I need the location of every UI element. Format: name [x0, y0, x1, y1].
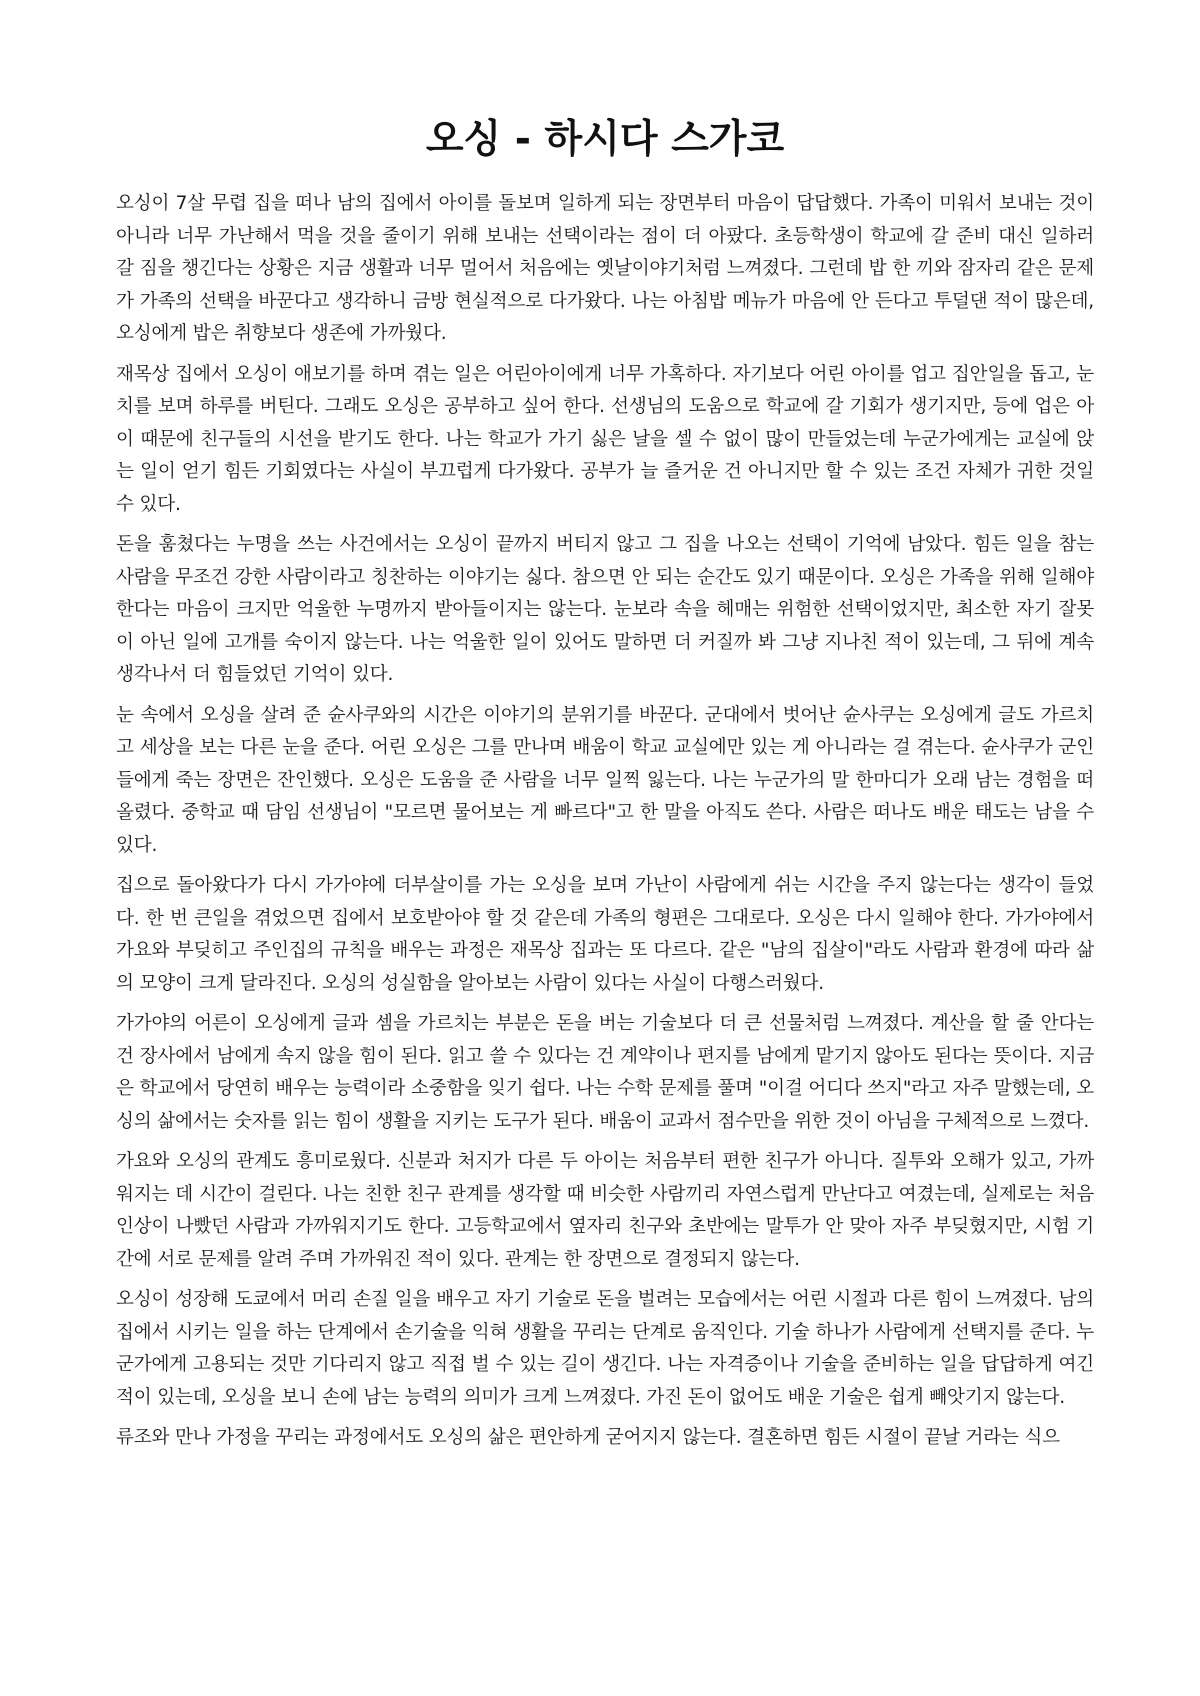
paragraph: 가요와 오싱의 관계도 흥미로웠다. 신분과 처지가 다른 두 아이는 처음부터 편한 친구가 아니다. 질투와 오해가 있고, 가까워지는 데 시간이 걸린다. 나는 친한 친구 관계를 생각할 때 비슷한 사람끼리 자연스럽게 만난다고 여겼는데, 실제로는 처음 인상이 나빴던 사람과 가까워지기도 한다. 고등학교에서 옆자리 친구와 초반에는 말투가 안 맞아 자주 부딪혔지만, 시험 기간에 서로 문제를 알려 주며 가까워진 적이 있다. 관계는 한 장면으로 결정되지 않는다. [116, 1151, 1094, 1270]
paragraph: 오싱이 성장해 도쿄에서 머리 손질 일을 배우고 자기 기술로 돈을 벌려는 모습에서는 어린 시절과 다른 힘이 느껴졌다. 남의 집에서 시키는 일을 하는 단계에서 손기술을 익혀 생활을 꾸리는 단계로 움직인다. 기술 하나가 사람에게 선택지를 준다. 누군가에게 고용되는 것만 기다리지 않고 직접 벌 수 있는 길이 생긴다. 나는 자격증이나 기술을 준비하는 일을 답답하게 여긴 적이 있는데, 오싱을 보니 손에 남는 능력의 의미가 크게 느껴졌다. 가진 돈이 없어도 배운 기술은 쉽게 빼앗기지 않는다. [116, 1289, 1094, 1408]
document-title: 오싱 - 하시다 스가코 [425, 117, 785, 162]
paragraph: 오싱이 7살 무렵 집을 떠나 남의 집에서 아이를 돌보며 일하게 되는 장면부터 마음이 답답했다. 가족이 미워서 보내는 것이 아니라 너무 가난해서 먹을 것을 줄이기 위해 보내는 선택이라는 점이 더 아팠다. 초등학생이 학교에 갈 준비 대신 일하러 갈 짐을 챙긴다는 상황은 지금 생활과 너무 멀어서 처음에는 옛날이야기처럼 느껴졌다. 그런데 밥 한 끼와 잠자리 같은 문제가 가족의 선택을 바꾼다고 생각하니 금방 현실적으로 다가왔다. 나는 아침밥 메뉴가 마음에 안 든다고 투덜댄 적이 많은데, 오싱에게 밥은 취향보다 생존에 가까웠다. [116, 193, 1094, 344]
document-body [116, 188, 1094, 1455]
paragraph: 돈을 훔쳤다는 누명을 쓰는 사건에서는 오싱이 끝까지 버티지 않고 그 집을 나오는 선택이 기억에 남았다. 힘든 일을 참는 사람을 무조건 강한 사람이라고 칭찬하는 이야기는 싫다. 참으면 안 되는 순간도 있기 때문이다. 오싱은 가족을 위해 일해야 한다는 마음이 크지만 억울한 누명까지 받아들이지는 않는다. 눈보라 속을 헤매는 위험한 선택이었지만, 최소한 자기 잘못이 아닌 일에 고개를 숙이지 않는다. 나는 억울한 일이 있어도 말하면 더 커질까 봐 그냥 지나친 적이 있는데, 그 뒤에 계속 생각나서 더 힘들었던 기억이 있다. [116, 534, 1094, 685]
paragraph: 재목상 집에서 오싱이 애보기를 하며 겪는 일은 어린아이에게 너무 가혹하다. 자기보다 어린 아이를 업고 집안일을 돕고, 눈치를 보며 하루를 버틴다. 그래도 오싱은 공부하고 싶어 한다. 선생님의 도움으로 학교에 갈 기회가 생기지만, 등에 업은 아이 때문에 친구들의 시선을 받기도 한다. 나는 학교가 가기 싫은 날을 셀 수 없이 많이 만들었는데 누군가에게는 교실에 앉는 일이 얻기 힘든 기회였다는 사실이 부끄럽게 다가왔다. 공부가 늘 즐거운 건 아니지만 할 수 있는 조건 자체가 귀한 것일 수 있다. [116, 363, 1094, 515]
paragraph: 집으로 돌아왔다가 다시 가가야에 더부살이를 가는 오싱을 보며 가난이 사람에게 쉬는 시간을 주지 않는다는 생각이 들었다. 한 번 큰일을 겪었으면 집에서 보호받아야 할 것 같은데 가족의 형편은 그대로다. 오싱은 다시 일해야 한다. 가가야에서 가요와 부딪히고 주인집의 규칙을 배우는 과정은 재목상 집과는 또 다르다. 같은 "남의 집살이"라도 사람과 환경에 따라 삶의 모양이 크게 달라진다. 오싱의 성실함을 알아보는 사람이 있다는 사실이 다행스러웠다. [116, 875, 1094, 994]
paragraph: 눈 속에서 오싱을 살려 준 슌사쿠와의 시간은 이야기의 분위기를 바꾼다. 군대에서 벗어난 슌사쿠는 오싱에게 글도 가르치고 세상을 보는 다른 눈을 준다. 어린 오싱은 그를 만나며 배움이 학교 교실에만 있는 게 아니라는 걸 겪는다. 슌사쿠가 군인들에게 죽는 장면은 잔인했다. 오싱은 도움을 준 사람을 너무 일찍 잃는다. 나는 누군가의 말 한마디가 오래 남는 경험을 떠올렸다. 중학교 때 담임 선생님이 "모르면 물어보는 게 빠르다"고 한 말을 아직도 쓴다. 사람은 떠나도 배운 태도는 남을 수 있다. [116, 704, 1094, 856]
paragraph: 가가야의 어른이 오싱에게 글과 셈을 가르치는 부분은 돈을 버는 기술보다 더 큰 선물처럼 느껴졌다. 계산을 할 줄 안다는 건 장사에서 남에게 속지 않을 힘이 된다. 읽고 쓸 수 있다는 건 계약이나 편지를 남에게 맡기지 않아도 된다는 뜻이다. 지금은 학교에서 당연히 배우는 능력이라 소중함을 잊기 쉽다. 나는 수학 문제를 풀며 "이걸 어디다 쓰지"라고 자주 말했는데, 오싱의 삶에서는 숫자를 읽는 힘이 생활을 지키는 도구가 된다. 배움이 교과서 점수만을 위한 것이 아님을 구체적으로 느꼈다. [116, 1013, 1094, 1132]
paragraph: 류조와 만나 가정을 꾸리는 과정에서도 오싱의 삶은 편안하게 굳어지지 않는다. 결혼하면 힘든 시절이 끝날 거라는 식으 [116, 1427, 1060, 1448]
